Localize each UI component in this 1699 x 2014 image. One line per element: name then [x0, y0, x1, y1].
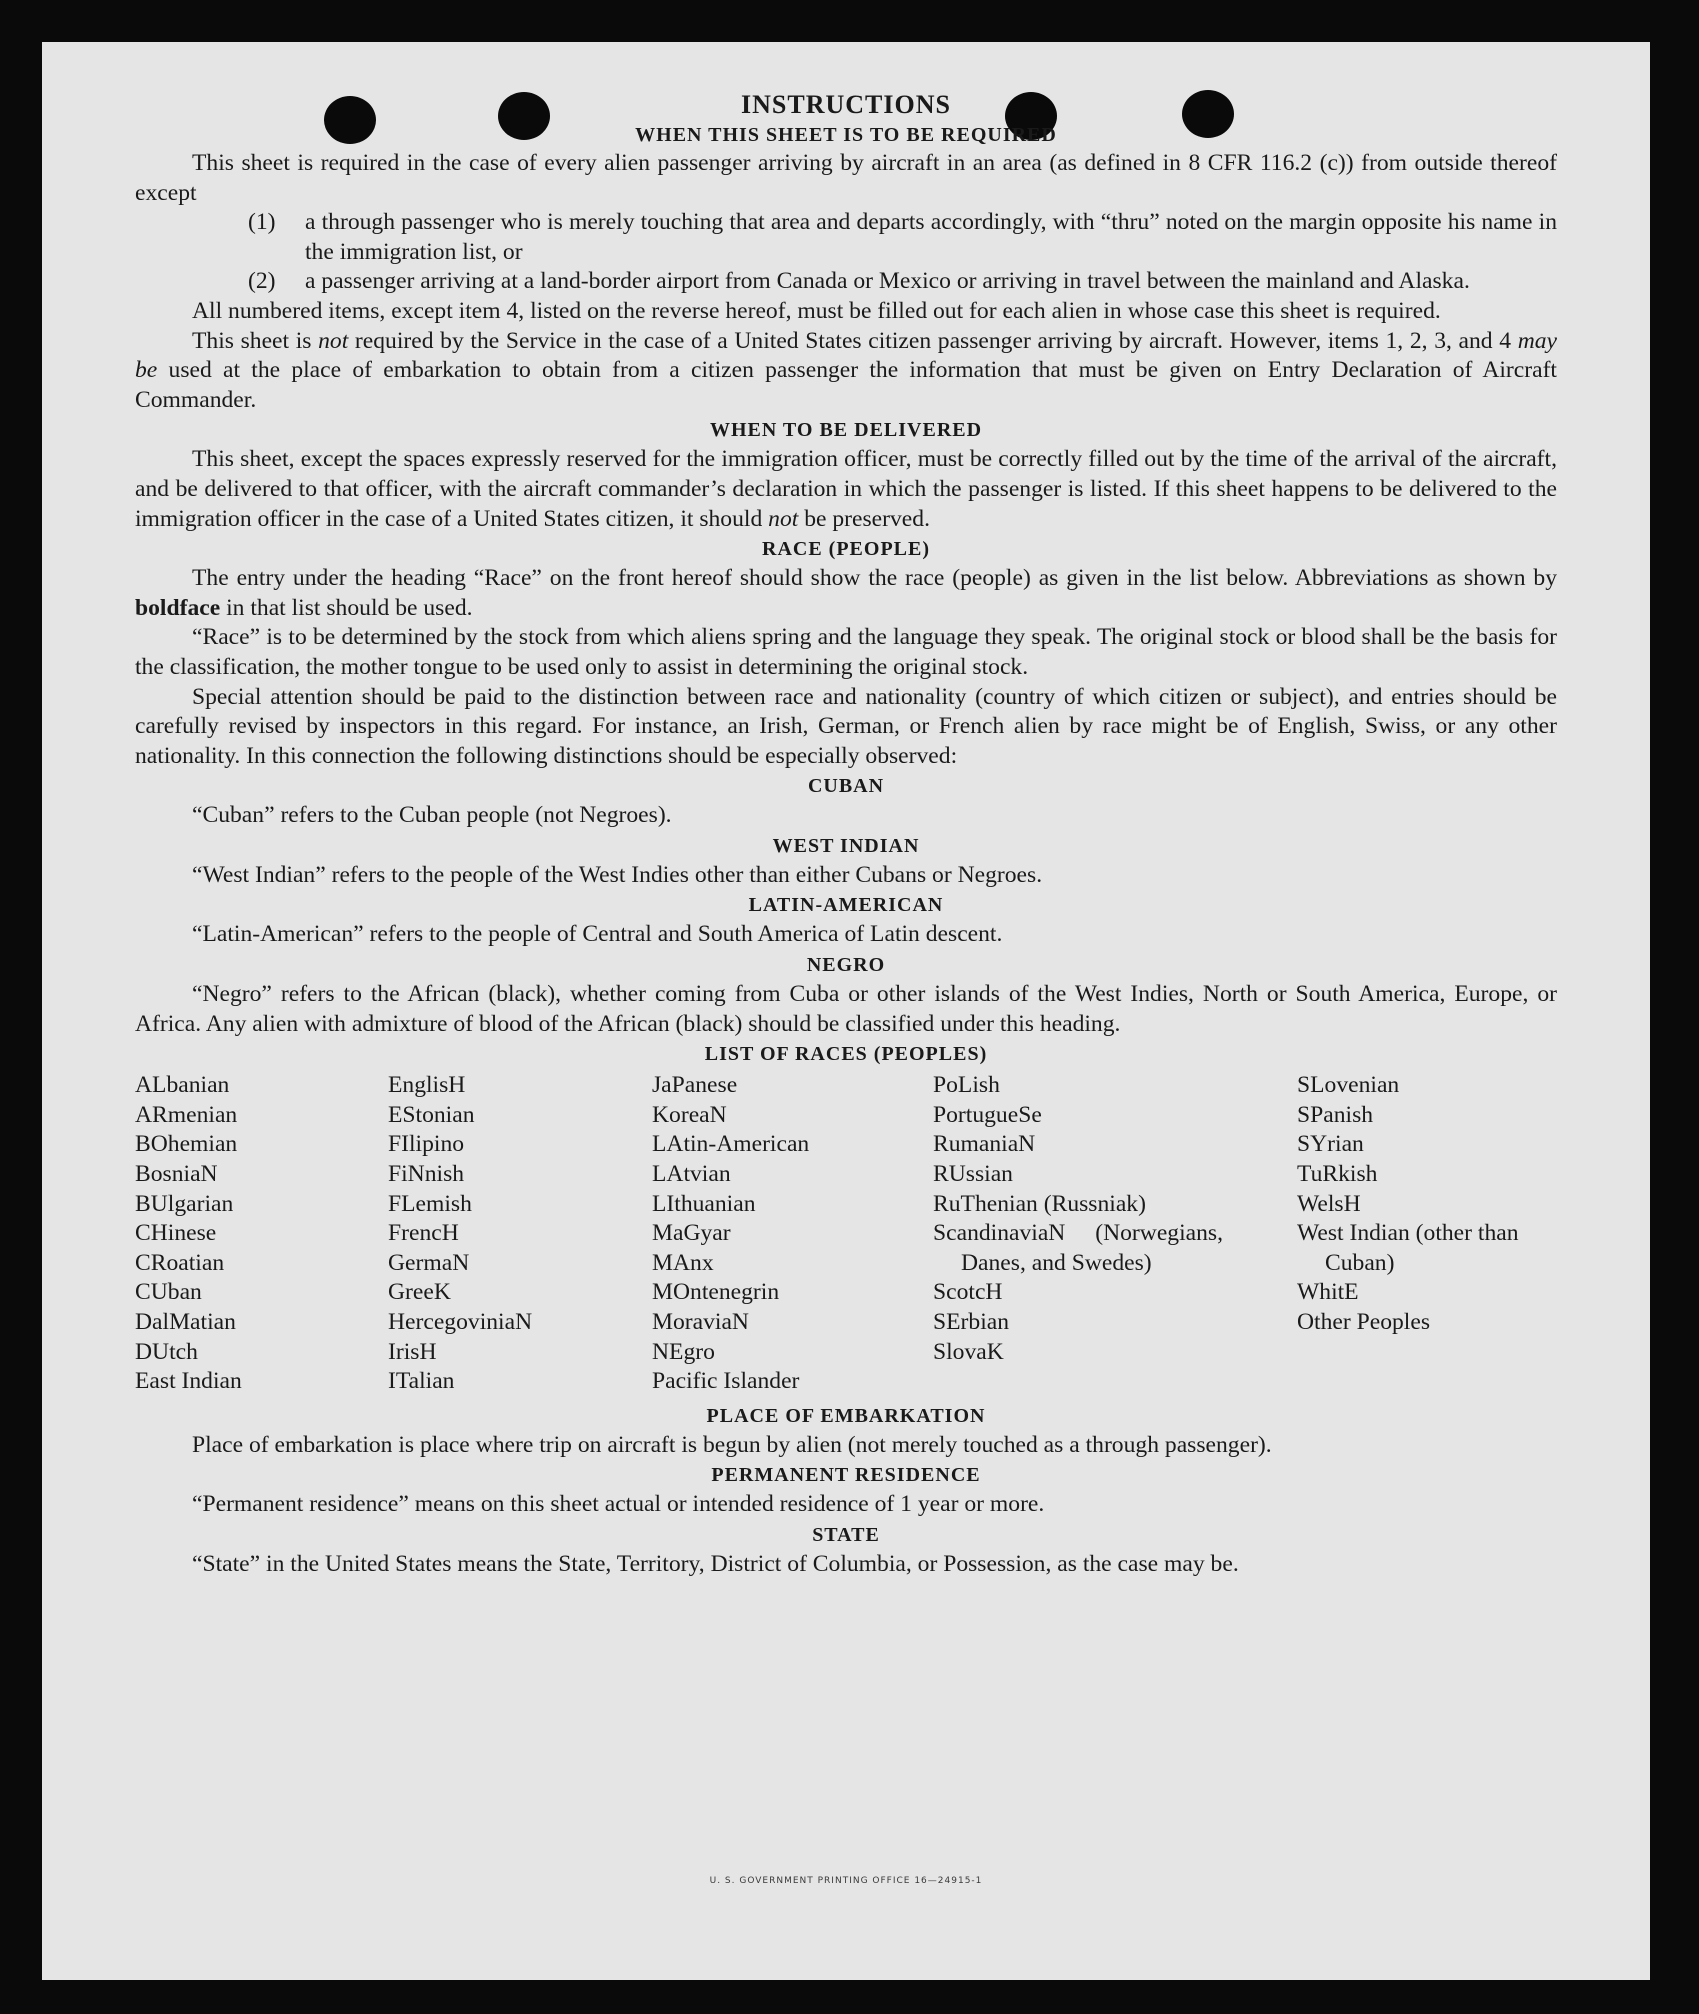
- race-entry: FiNnish: [388, 1161, 465, 1188]
- text-run: be preserved.: [798, 505, 930, 532]
- document-sheet: [42, 42, 1650, 1980]
- race-entry: SErbian: [933, 1309, 1010, 1335]
- race-entry: Other Peoples: [1297, 1309, 1431, 1335]
- race-entry: FrencH: [388, 1220, 459, 1247]
- race-entry: LAtvian: [652, 1161, 731, 1188]
- race-entry: ARmenian: [135, 1101, 238, 1128]
- race-entry: West Indian (other than Cuban): [1297, 1220, 1525, 1276]
- race-entry: MAnx: [652, 1249, 714, 1276]
- section-heading-negro: NEGRO: [806, 954, 886, 977]
- race-entry: LIthuanian: [652, 1190, 756, 1217]
- race-entry: EStonian: [388, 1101, 475, 1128]
- document-body: [135, 89, 1557, 1580]
- race-entry: TuRkish: [1297, 1161, 1378, 1188]
- race-entry: ITalian: [388, 1368, 455, 1395]
- race-entry: DalMatian: [135, 1309, 236, 1335]
- race-entry: DUtch: [135, 1338, 198, 1365]
- paragraph-numbered-items: All numbered items, except item 4, listed on the reverse hereof, must be filled out for each alien in whose case this sheet is required.: [192, 297, 1441, 324]
- race-entry: RuThenian (Russniak): [933, 1190, 1146, 1217]
- text-run-italic: not: [768, 505, 799, 532]
- race-entry: LAtin-American: [652, 1131, 810, 1158]
- item-text: a through passenger who is merely touching that area and departs accordingly, with “thru” noted on the margin opposite his name in the immigration list, or: [305, 209, 1557, 265]
- section-heading-residence: PERMANENT RESIDENCE: [711, 1464, 981, 1487]
- race-entry: NEgro: [652, 1338, 715, 1365]
- race-entry: BOhemian: [135, 1131, 238, 1158]
- section-heading-west-indian: WEST INDIAN: [772, 834, 920, 857]
- races-column: [652, 1071, 933, 1397]
- text-run: This sheet is: [192, 327, 319, 354]
- paragraph-west-indian: “West Indian” refers to the people of the West Indies other than either Cubans or Negroes.: [192, 861, 1043, 888]
- list-item: [248, 267, 1557, 297]
- race-entry: EnglisH: [388, 1072, 466, 1099]
- race-entry: BosniaN: [135, 1161, 218, 1188]
- race-entry: CRoatian: [135, 1249, 225, 1276]
- race-entry: GreeK: [388, 1279, 451, 1306]
- race-entry: FLemish: [388, 1190, 472, 1217]
- paragraph-embarkation: Place of embarkation is place where trip on aircraft is begun by alien (not merely touched as a through passenger).: [192, 1431, 1272, 1458]
- section-heading-race: RACE (PEOPLE): [762, 538, 930, 561]
- paragraph-race-definition: “Race” is to be determined by the stock from which aliens spring and the language they speak. The original stock or blood shall be the basis for the classification, the mother tongue to be used only to assist in determining the original stock.: [135, 624, 1557, 680]
- race-entry: BUlgarian: [135, 1190, 234, 1217]
- text-run: required by the Service in the case of a United States citizen passenger arriving by aircraft. However, items 1, 2, 3, and 4: [348, 327, 1518, 354]
- section-heading-cuban: CUBAN: [807, 775, 885, 798]
- section-heading-latin-american: LATIN-AMERICAN: [748, 894, 944, 917]
- item-number: (2): [248, 268, 276, 295]
- races-column: [933, 1071, 1229, 1397]
- race-entry: MoraviaN: [652, 1309, 749, 1335]
- race-entry: SlovaK: [933, 1338, 1004, 1365]
- paragraph-cuban: “Cuban” refers to the Cuban people (not Negroes).: [192, 802, 672, 829]
- race-entry: ScotcH: [933, 1279, 1003, 1306]
- race-entry: RumaniaN: [933, 1131, 1036, 1158]
- list-item: [248, 208, 1557, 267]
- races-column: [1297, 1071, 1557, 1397]
- text-run-italic: not: [318, 327, 349, 354]
- text-run-bold: boldface: [135, 594, 221, 621]
- race-entry: SLovenian: [1297, 1072, 1400, 1099]
- race-entry: ALbanian: [135, 1072, 230, 1099]
- race-entry: SYrian: [1297, 1131, 1364, 1158]
- race-entry: East Indian: [135, 1368, 242, 1395]
- race-entry: WelsH: [1297, 1190, 1361, 1217]
- race-entry: GermaN: [388, 1249, 470, 1276]
- paragraph-latin-american: “Latin-American” refers to the people of Central and South America of Latin descent.: [192, 921, 1003, 948]
- paragraph-state: “State” in the United States means the State, Territory, District of Columbia, or Possession, as the case may be.: [192, 1550, 1239, 1577]
- section-heading-races-list: LIST OF RACES (PEOPLES): [704, 1043, 988, 1066]
- item-text: a passenger arriving at a land-border airport from Canada or Mexico or arriving in travel between the mainland and Alaska.: [305, 268, 1470, 295]
- text-run: used at the place of embarkation to obtain from a citizen passenger the information that must be given on Entry Declaration of Aircraft Commander.: [135, 357, 1557, 413]
- race-entry: WhitE: [1297, 1279, 1359, 1306]
- race-entry: KoreaN: [652, 1101, 727, 1128]
- item-number: (1): [248, 209, 276, 236]
- race-entry: SPanish: [1297, 1101, 1374, 1128]
- race-entry: HercegoviniaN: [388, 1309, 533, 1335]
- text-run-italic: may be: [135, 327, 1557, 384]
- paragraph-negro: “Negro” refers to the African (black), whether coming from Cuba or other islands of the West Indies, North or South America, Europe, or Africa. Any alien with admixture of blood of the African (black) should be classified under this heading.: [135, 981, 1557, 1037]
- race-entry: RUssian: [933, 1161, 1013, 1188]
- race-entry: CUban: [135, 1279, 202, 1306]
- paragraph-citizen: [135, 327, 1557, 416]
- section-heading-required: WHEN THIS SHEET IS TO BE REQUIRED: [635, 124, 1057, 146]
- text-run: This sheet, except the spaces expressly reserved for the immigration officer, must be correctly filled out by the time of the arrival of the aircraft, and be delivered to that officer, with the aircraft commander’s declaration in which the passenger is listed. If this sheet happens to be delivered to the immigration officer in the case of a United States citizen, it should: [135, 446, 1557, 532]
- section-heading-delivered: WHEN TO BE DELIVERED: [709, 419, 983, 442]
- races-column: [135, 1071, 388, 1397]
- paragraph-race-entry: [135, 564, 1557, 623]
- race-entry: Pacific Islander: [652, 1368, 800, 1395]
- race-entry: ScandinaviaN (Norwegians, Danes, and Swedes): [933, 1220, 1229, 1276]
- race-entry: MOntenegrin: [652, 1279, 780, 1306]
- paragraph-delivered: [135, 445, 1557, 534]
- section-heading-state: STATE: [812, 1523, 880, 1546]
- paragraph-required-intro: This sheet is required in the case of every alien passenger arriving by aircraft in an area (as defined in 8 CFR 116.2 (c)) from outside thereof except: [135, 150, 1557, 206]
- race-entry: PortugueSe: [933, 1101, 1042, 1128]
- races-list: [135, 1071, 1557, 1397]
- text-run: The entry under the heading “Race” on the front hereof should show the race (people) as given in the list below. Abbreviations as shown by: [192, 565, 1557, 592]
- race-entry: CHinese: [135, 1220, 217, 1247]
- printer-imprint: U. S. GOVERNMENT PRINTING OFFICE 16—24915-1: [709, 1876, 983, 1886]
- page-title: INSTRUCTIONS: [741, 90, 951, 119]
- paragraph-race-distinction: Special attention should be paid to the distinction between race and nationality (country of which citizen or subject), and entries should be carefully revised by inspectors in this regard. For instance, an Irish, German, or French alien by race might be of English, Swiss, or any other nationality. In this connection the following distinctions should be especially observed:: [135, 683, 1557, 769]
- paragraph-residence: “Permanent residence” means on this sheet actual or intended residence of 1 year or more.: [192, 1491, 1045, 1518]
- text-run: in that list should be used.: [220, 594, 473, 621]
- section-heading-embarkation: PLACE OF EMBARKATION: [706, 1404, 986, 1427]
- race-entry: JaPanese: [652, 1072, 738, 1099]
- race-entry: FIlipino: [388, 1131, 465, 1158]
- race-entry: IrisH: [388, 1338, 437, 1365]
- races-column: [388, 1071, 652, 1397]
- race-entry: MaGyar: [652, 1220, 731, 1247]
- race-entry: PoLish: [933, 1072, 1000, 1099]
